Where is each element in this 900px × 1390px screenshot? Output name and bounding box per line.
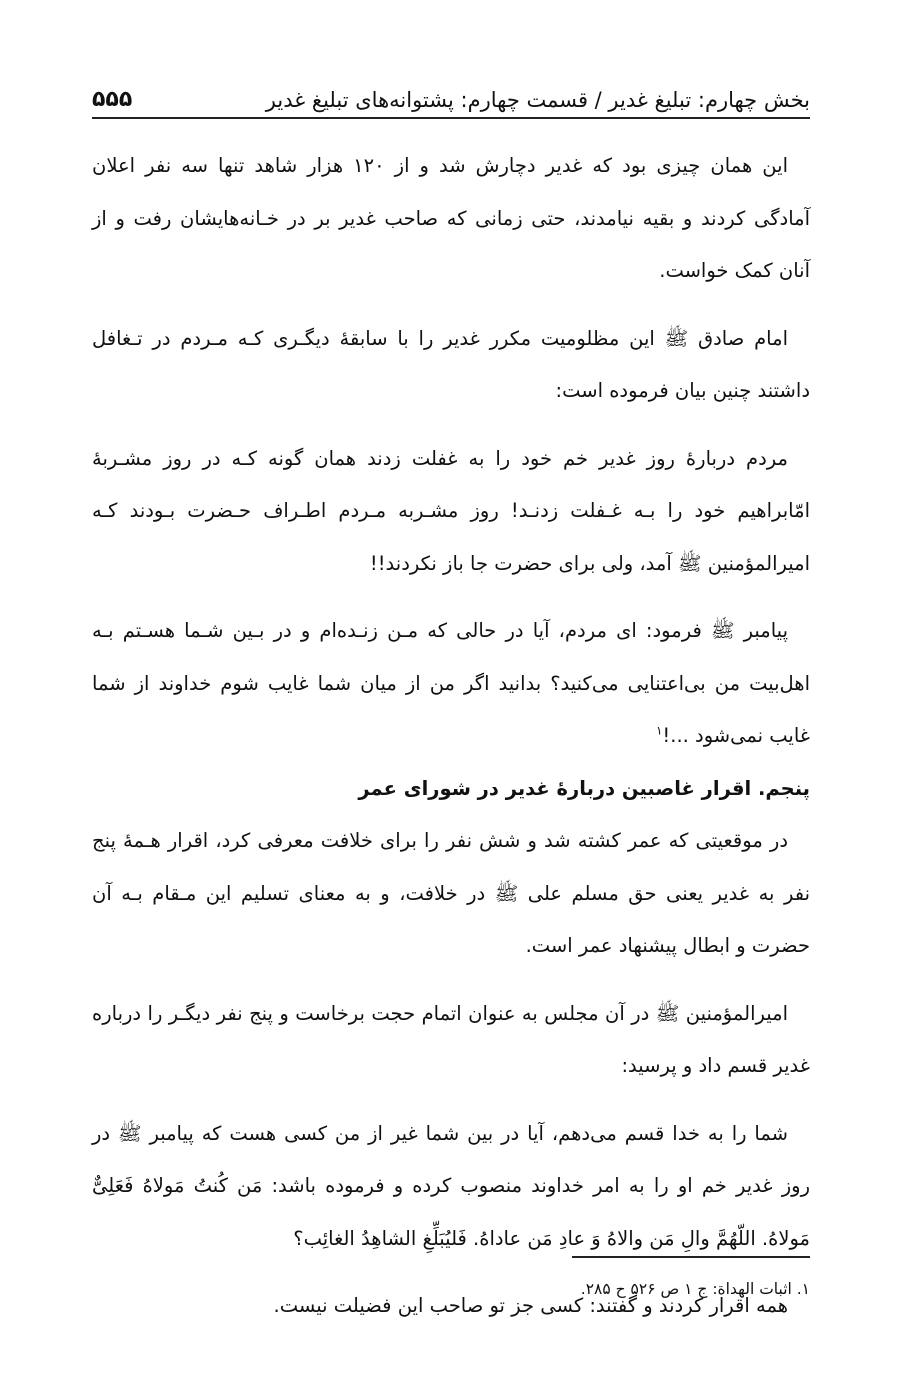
paragraph: همه اقرار کردند و گفتند: کسی جز تو صاحب این فضیلت نیست.: [273, 1294, 788, 1317]
page-number: ۵۵۵: [92, 87, 133, 112]
quote-paragraph: [92, 605, 810, 763]
quote-text: پیامبر ﷺ فرمود: ای مردم، آیا در حالی که مـن زنـده‌ام و در بـین شـما هسـتم بـه اهل‌بیت من بی‌اعتنایی می‌کنید؟ بدانید اگر من از میان شما غایب شوم خداوند از شما غایب نمی‌شود ...!: [92, 619, 810, 747]
section-heading: پنجم. اقرار غاصبین دربارهٔ غدیر در شورای عمر: [358, 776, 810, 800]
paragraph: در موقعیتی که عمر کشته شد و شش نفر را برای خلافت معرفی کرد، اقرار هـمهٔ پنج نفر به غدیر یعنی حق مسلم علی ﷺ در خلافت، و به معنای تسلیم این مـقام بـه آن حضرت و ابطال پیشنهاد عمر است.: [92, 829, 810, 957]
quote-paragraph: مردم دربارهٔ روز غدیر خم خود را به غفلت زدند همان گونه کـه در روز مشـربهٔ امّابراهیم خود را بـه غـفلت زدنـد! روز مشـربه مـردم اطـراف حـضرت بـودند کـه امیرالمؤمنین ﷺ آمد، ولی برای حضرت جا باز نکردند!!: [92, 446, 810, 575]
footnote: ۱. اثبات الهداة: ج ۱ ص ۵۲۶ ح ۲۸۵.: [580, 1280, 810, 1298]
footnote-reference[interactable]: ۱: [655, 723, 663, 738]
footnote-divider: [572, 1256, 810, 1258]
quote-paragraph: شما را به خدا قسم می‌دهم، آیا در بین شما غیر از من کسی هست که پیامبر ﷺ در روز غدیر خم او را به امر خداوند منصوب کرده و فرموده باشد: مَن کُنتُ مَولاهُ فَعَلِیٌّ مَولاهُ. اللّهُمَّ والِ مَن والاهُ وَ عادِ مَن عاداهُ. فَلیُبَلِّغِ الشاهِدُ الغائِب؟: [92, 1121, 810, 1250]
main-text: [92, 140, 810, 1348]
paragraph: این همان چیزی بود که غدیر دچارش شد و از ۱۲۰ هزار شاهد تنها سه نفر اعلان آمادگی کردند و بقیه نیامدند، حتی زمانی که صاحب غدیر بر در خـانه‌هایشان رفت و از آنان کمک خواست.: [92, 154, 810, 282]
paragraph: امیرالمؤمنین ﷺ در آن مجلس به عنوان اتمام حجت برخاست و پنج نفر دیگـر را درباره غدیر قسم داد و پرسید:: [92, 1001, 810, 1077]
header-title: بخش چهارم: تبلیغ غدیر / قسمت چهارم: پشتوانه‌های تبلیغ غدیر: [265, 88, 810, 112]
header-divider: [92, 117, 810, 119]
book-page: [92, 0, 810, 1390]
running-header: [92, 72, 810, 112]
paragraph: امام صادق ﷺ این مظلومیت مکرر غدیر را با سابقهٔ دیگـری کـه مـردم در تـغافل داشتند چنین بیان فرموده است:: [92, 326, 810, 402]
